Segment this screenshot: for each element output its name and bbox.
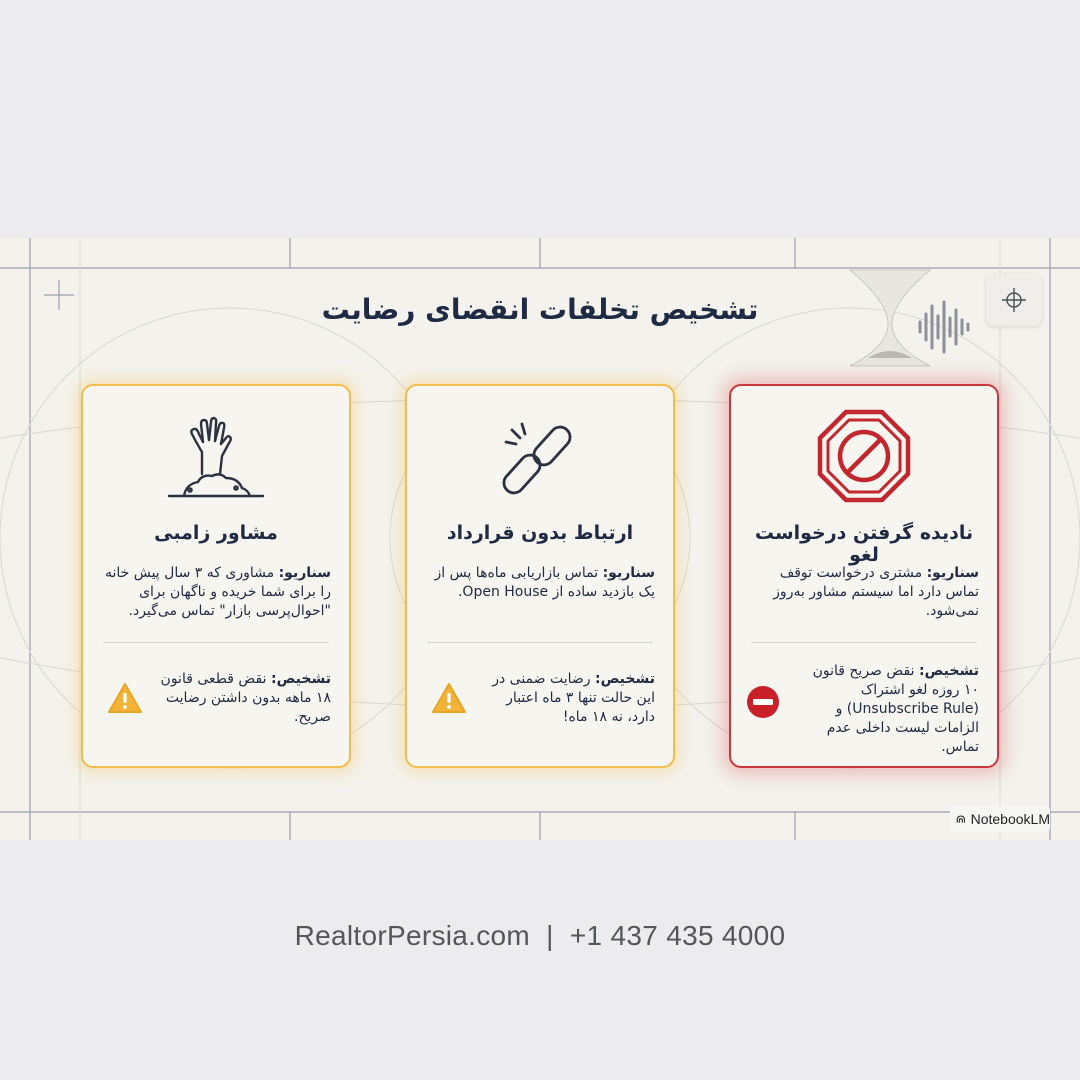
card-divider bbox=[427, 642, 653, 643]
slide bbox=[0, 238, 1080, 840]
diagnosis-text: نقض صریح قانون ۱۰ روزه لغو اشتراک (Unsubscribe Rule) و الزامات لیست داخلی عدم تماس. bbox=[812, 663, 979, 755]
scenario-label: سناریو: bbox=[926, 565, 979, 581]
diagnosis-label: تشخیص: bbox=[594, 671, 655, 687]
diagnosis-label: تشخیص: bbox=[918, 663, 979, 679]
card-title: مشاور زامبی bbox=[154, 522, 278, 544]
diagnosis-text: رضایت ضمنی در این حالت تنها ۳ ماه اعتبار دارد، نه ۱۸ ماه! bbox=[492, 671, 655, 725]
scenario-text: تماس بازاریابی ماه‌ها پس از یک بازدید ساده از Open House. bbox=[434, 565, 655, 600]
card-diagnosis bbox=[156, 670, 331, 727]
card-scenario bbox=[425, 564, 655, 602]
scenario-label: سناریو: bbox=[602, 565, 655, 581]
notebooklm-badge bbox=[950, 806, 1050, 832]
diagnosis-label: تشخیص: bbox=[270, 671, 331, 687]
scenario-text: مشاوری که ۳ سال پیش خانه را برای شما خریده و ناگهان برای "احوال‌پرسی بازار" تماس می‌گیرد. bbox=[104, 565, 331, 619]
broken-chain-icon bbox=[490, 412, 590, 502]
card-divider bbox=[751, 642, 977, 643]
card-title: ارتباط بدون قرارداد bbox=[446, 522, 634, 544]
card-ignore-cancellation bbox=[729, 384, 999, 768]
card-title: نادیده گرفتن درخواست لغو bbox=[754, 522, 974, 566]
zombie-hand-icon bbox=[166, 412, 266, 502]
no-entry-icon bbox=[745, 684, 781, 720]
card-diagnosis bbox=[480, 670, 655, 727]
diagnosis-text: نقض قطعی قانون ۱۸ ماهه بدون داشتن رضایت صریح. bbox=[160, 671, 331, 725]
card-scenario bbox=[749, 564, 979, 621]
footer-contact: RealtorPersia.com | +1 437 435 4000 bbox=[294, 920, 786, 951]
card-diagnosis bbox=[799, 662, 979, 757]
badge-label: NotebookLM bbox=[970, 811, 1050, 827]
slide-title: تشخیص تخلفات انقضای رضایت bbox=[321, 293, 759, 326]
scenario-text: مشتری درخواست توقف تماس دارد اما سیستم مشاور به‌روز نمی‌شود. bbox=[773, 565, 979, 619]
card-divider bbox=[103, 642, 329, 643]
stop-sign-icon bbox=[816, 408, 912, 504]
warning-icon bbox=[107, 682, 143, 714]
card-zombie-agent bbox=[81, 384, 351, 768]
card-scenario bbox=[101, 564, 331, 621]
warning-icon bbox=[431, 682, 467, 714]
scenario-label: سناریو: bbox=[278, 565, 331, 581]
notebooklm-logo-icon bbox=[956, 812, 966, 826]
card-no-contract bbox=[405, 384, 675, 768]
